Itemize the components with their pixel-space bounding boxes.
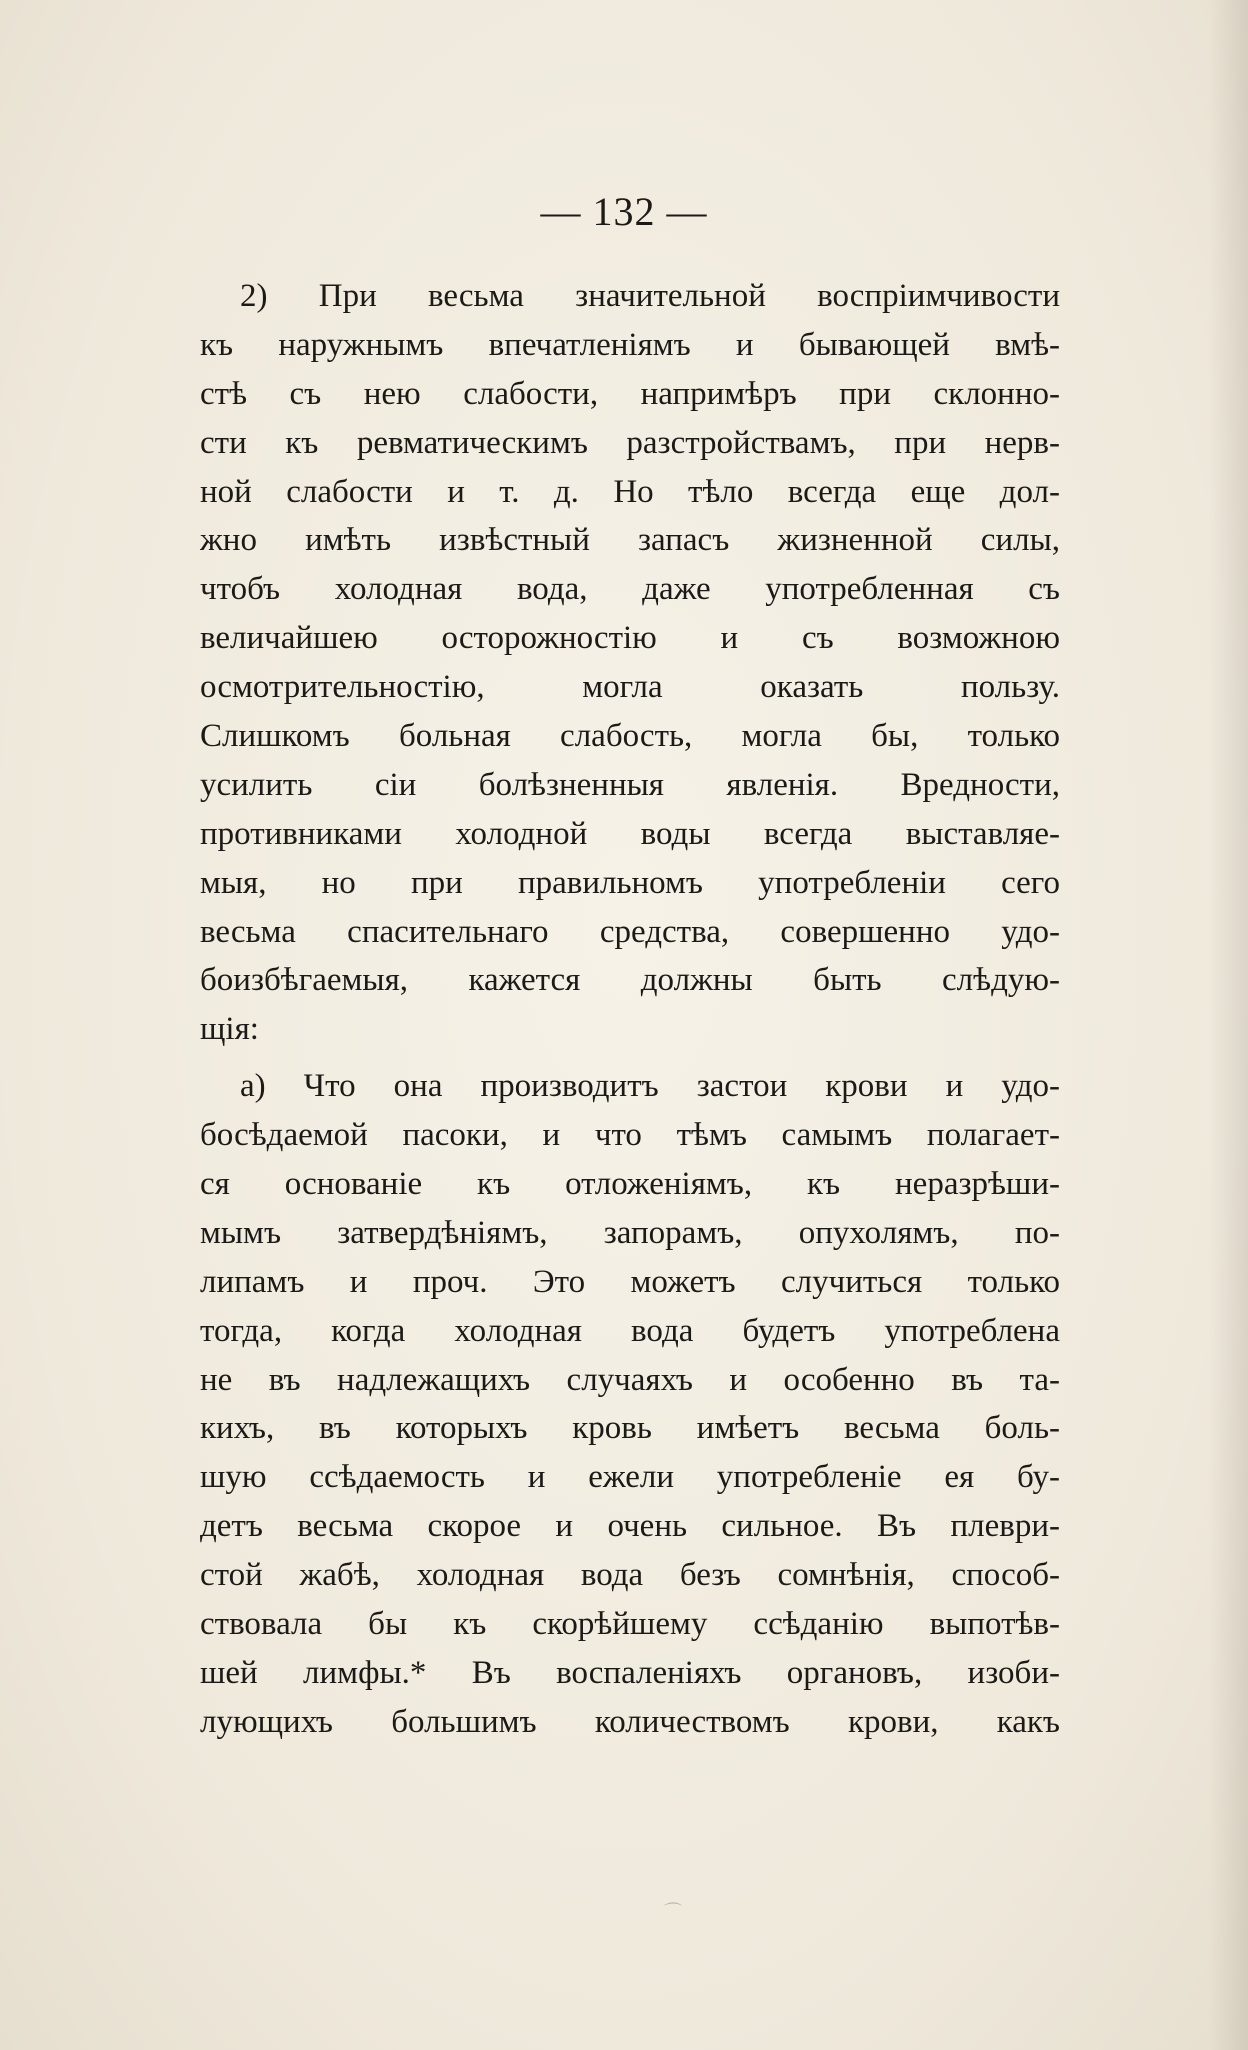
text-line: детъ весьма скорое и очень сильное. Въ плеври-: [200, 1508, 1060, 1545]
text-line: чтобъ холодная вода, даже употребленная съ: [200, 571, 1060, 608]
text-line: шую ссѣдаемость и ежели употребленіе ея бу-: [200, 1459, 1060, 1496]
stray-mark: ⌒: [664, 1902, 682, 1923]
text-line: а) Что она производитъ застои крови и удо-: [240, 1068, 1060, 1105]
text-line: кихъ, въ которыхъ кровь имѣетъ весьма боль-: [200, 1410, 1060, 1447]
text-line: сти къ ревматическимъ разстройствамъ, при нерв-: [200, 424, 1060, 461]
text-line: мыя, но при правильномъ употребленіи сего: [200, 864, 1060, 901]
text-line: ствовала бы къ скорѣйшему ссѣданію выпотѣв-: [200, 1606, 1060, 1643]
text-line: мымъ затвердѣніямъ, запорамъ, опухолямъ, по-: [200, 1214, 1060, 1251]
text-line: боизбѣгаемыя, кажется должны быть слѣдую-: [200, 962, 1060, 999]
text-line: щія:: [200, 1011, 259, 1048]
text-line: стой жабѣ, холодная вода безъ сомнѣнія, способ-: [200, 1557, 1060, 1594]
text-line: липамъ и проч. Это можетъ случиться только: [200, 1263, 1060, 1300]
text-line: жно имѣть извѣстный запасъ жизненной силы,: [200, 522, 1060, 559]
text-line: ся основаніе къ отложеніямъ, къ неразрѣши-: [200, 1166, 1060, 1203]
text-line: 2) При весьма значительной воспріимчивости: [240, 278, 1060, 314]
text-line: весьма спасительнаго средства, совершенно удо-: [200, 913, 1060, 950]
text-line: ной слабости и т. д. Но тѣло всегда еще дол-: [200, 473, 1060, 510]
text-line: лующихъ большимъ количествомъ крови, какъ: [200, 1703, 1060, 1740]
text-line: Слишкомъ больная слабость, могла бы, только: [200, 718, 1060, 755]
text-line: противниками холодной воды всегда выставляе-: [200, 815, 1060, 852]
body-text: [200, 272, 1060, 1747]
page-number: — 132 —: [540, 189, 708, 234]
text-line: тогда, когда холодная вода будетъ употреблена: [200, 1312, 1060, 1349]
text-line: не въ надлежащихъ случаяхъ и особенно въ та-: [200, 1361, 1060, 1398]
text-line: шей лимфы.* Въ воспаленіяхъ органовъ, изоби-: [200, 1654, 1060, 1691]
text-line: осмотрительностію, могла оказать пользу.: [200, 669, 1060, 706]
text-line: къ наружнымъ впечатленіямъ и бывающей вмѣ-: [200, 326, 1060, 363]
text-line: босѣдаемой пасоки, и что тѣмъ самымъ полагает-: [200, 1117, 1060, 1154]
page-edge-shadow: [1208, 0, 1248, 2050]
text-line: усилить сіи болѣзненныя явленія. Вредности,: [200, 766, 1060, 803]
text-line: величайшею осторожностію и съ возможною: [200, 620, 1060, 657]
text-line: стѣ съ нею слабости, напримѣръ при склонно-: [200, 375, 1060, 412]
paragraph-gap: [200, 1054, 1060, 1062]
